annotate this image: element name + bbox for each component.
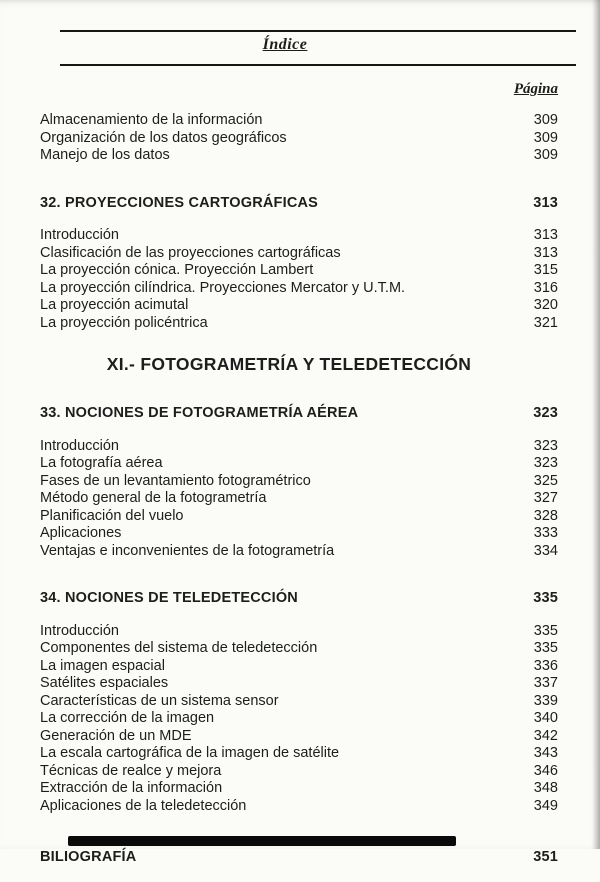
toc-entry [40,130,558,148]
toc-entry-label: Técnicas de realce y mejora [40,762,222,779]
toc-entry-page: 333 [533,525,558,541]
toc-entry-label: Satélites espaciales [40,675,169,691]
toc-entry-label: Fases de un levantamiento fotogramétrico [40,472,311,489]
toc-entry [40,640,558,658]
chapter-heading-row [40,195,558,213]
toc-entry-label: Manejo de los datos [40,147,170,163]
chapter-heading-row [40,590,558,608]
toc-entry-label: Aplicaciones [40,525,122,541]
toc-entry-label: Clasificación de las proyecciones cartográficas [40,244,341,261]
toc-entry-page: 309 [533,147,558,163]
chapter-heading-label: BILIOGRAFÍA [40,849,137,865]
toc-entry-page: 320 [533,297,558,313]
toc-entry [40,693,558,711]
chapter-heading-page: 313 [533,194,558,211]
toc-entry-label: La imagen espacial [40,657,165,674]
page-header [0,36,570,54]
toc-entry [40,438,558,456]
toc-entry-label: Extracción de la información [40,780,223,796]
chapter-heading-page: 335 [533,590,558,606]
toc-entry [40,147,558,165]
toc-entry-page: 339 [533,692,558,709]
toc-entry [40,262,558,280]
toc-entry-page: 313 [533,244,558,261]
toc-entry [40,710,558,728]
toc-entry-label: Características de un sistema sensor [40,692,279,709]
toc-entry-page: 346 [533,762,558,779]
toc-entry-label: La proyección cilíndrica. Proyecciones Mercator y U.T.M. [40,279,406,296]
under-title-rule [60,64,576,66]
toc-entry-page: 349 [533,797,558,814]
toc-entry-page: 323 [533,455,558,471]
toc-entry-page: 342 [533,727,558,744]
toc-entry-page: 321 [533,314,558,331]
toc-entry-page: 316 [533,279,558,296]
toc-entry [40,658,558,676]
chapter-heading-label: 34. NOCIONES DE TELEDETECCIÓN [40,590,298,606]
top-rule [60,30,576,32]
toc-entry-label: La escala cartográfica de la imagen de satélite [40,745,340,761]
toc-entry-label: Planificación del vuelo [40,507,184,524]
toc-entry [40,112,558,130]
chapter-heading-page: 323 [533,405,558,421]
toc-entry-page: 340 [533,710,558,726]
toc-entry [40,280,558,298]
toc-entry-page: 334 [533,542,558,559]
toc-entry [40,297,558,315]
toc-entry [40,227,558,245]
toc-entry [40,798,558,816]
toc-entry [40,315,558,333]
chapter-heading-row [40,849,558,867]
toc-entry-label: La proyección cónica. Proyección Lambert [40,262,314,278]
toc-entry [40,780,558,798]
toc-body [40,112,558,882]
page-title: Índice [262,36,308,53]
toc-entry [40,728,558,746]
toc-entry-label: Ventajas e inconvenientes de la fotogrametría [40,542,335,559]
toc-entry-page: 327 [533,490,558,506]
toc-entry [40,508,558,526]
toc-entry-label: La proyección acimutal [40,297,189,313]
part-heading: XI.- FOTOGRAMETRÍA Y TELEDETECCIÓN [106,354,472,374]
toc-entry-label: Almacenamiento de la información [40,112,263,128]
toc-entry [40,245,558,263]
toc-entry [40,455,558,473]
toc-entry [40,763,558,781]
toc-entry-page: 325 [533,472,558,489]
chapter-heading-row [40,405,558,423]
toc-entry-label: Método general de la fotogrametría [40,490,267,506]
toc-entry-page: 335 [533,640,558,656]
toc-entry-label: Componentes del sistema de teledetección [40,640,318,656]
chapter-heading-label: 32. PROYECCIONES CARTOGRÁFICAS [40,194,319,211]
page-number-column-header: Página [513,81,558,97]
toc-entry-page: 336 [533,657,558,674]
toc-entry-page: 313 [533,227,558,243]
chapter-heading-label: 33. NOCIONES DE FOTOGRAMETRÍA AÉREA [40,405,359,421]
chapter-heading-page: 351 [533,849,558,865]
toc-entry-page: 335 [533,622,558,639]
toc-entry-page: 309 [533,129,558,146]
toc-entry [40,543,558,561]
toc-entry [40,473,558,491]
toc-entry-label: Aplicaciones de la teledetección [40,797,247,814]
toc-entry-page: 323 [533,437,558,454]
toc-entry-label: La proyección policéntrica [40,314,208,331]
toc-entry-label: Generación de un MDE [40,727,192,744]
page-number-column-header-wrap [514,80,558,98]
toc-entry-page: 348 [533,780,558,796]
toc-entry [40,525,558,543]
toc-entry [40,675,558,693]
toc-entry-page: 328 [533,507,558,524]
toc-entry-page: 315 [533,262,558,278]
toc-entry-label: Organización de los datos geográficos [40,129,287,146]
toc-entry-page: 309 [533,112,558,128]
toc-entry-label: Introducción [40,227,119,243]
toc-entry-label: La fotografía aérea [40,455,163,471]
toc-entry [40,745,558,763]
toc-entry-page: 343 [533,745,558,761]
toc-entry-page: 337 [533,675,558,691]
scan-artifact-bar [68,836,456,846]
toc-entry-label: Introducción [40,622,119,639]
toc-entry [40,490,558,508]
scan-edge-shadow [592,0,600,849]
toc-entry-label: La corrección de la imagen [40,710,215,726]
toc-entry [40,623,558,641]
toc-entry-label: Introducción [40,437,119,454]
